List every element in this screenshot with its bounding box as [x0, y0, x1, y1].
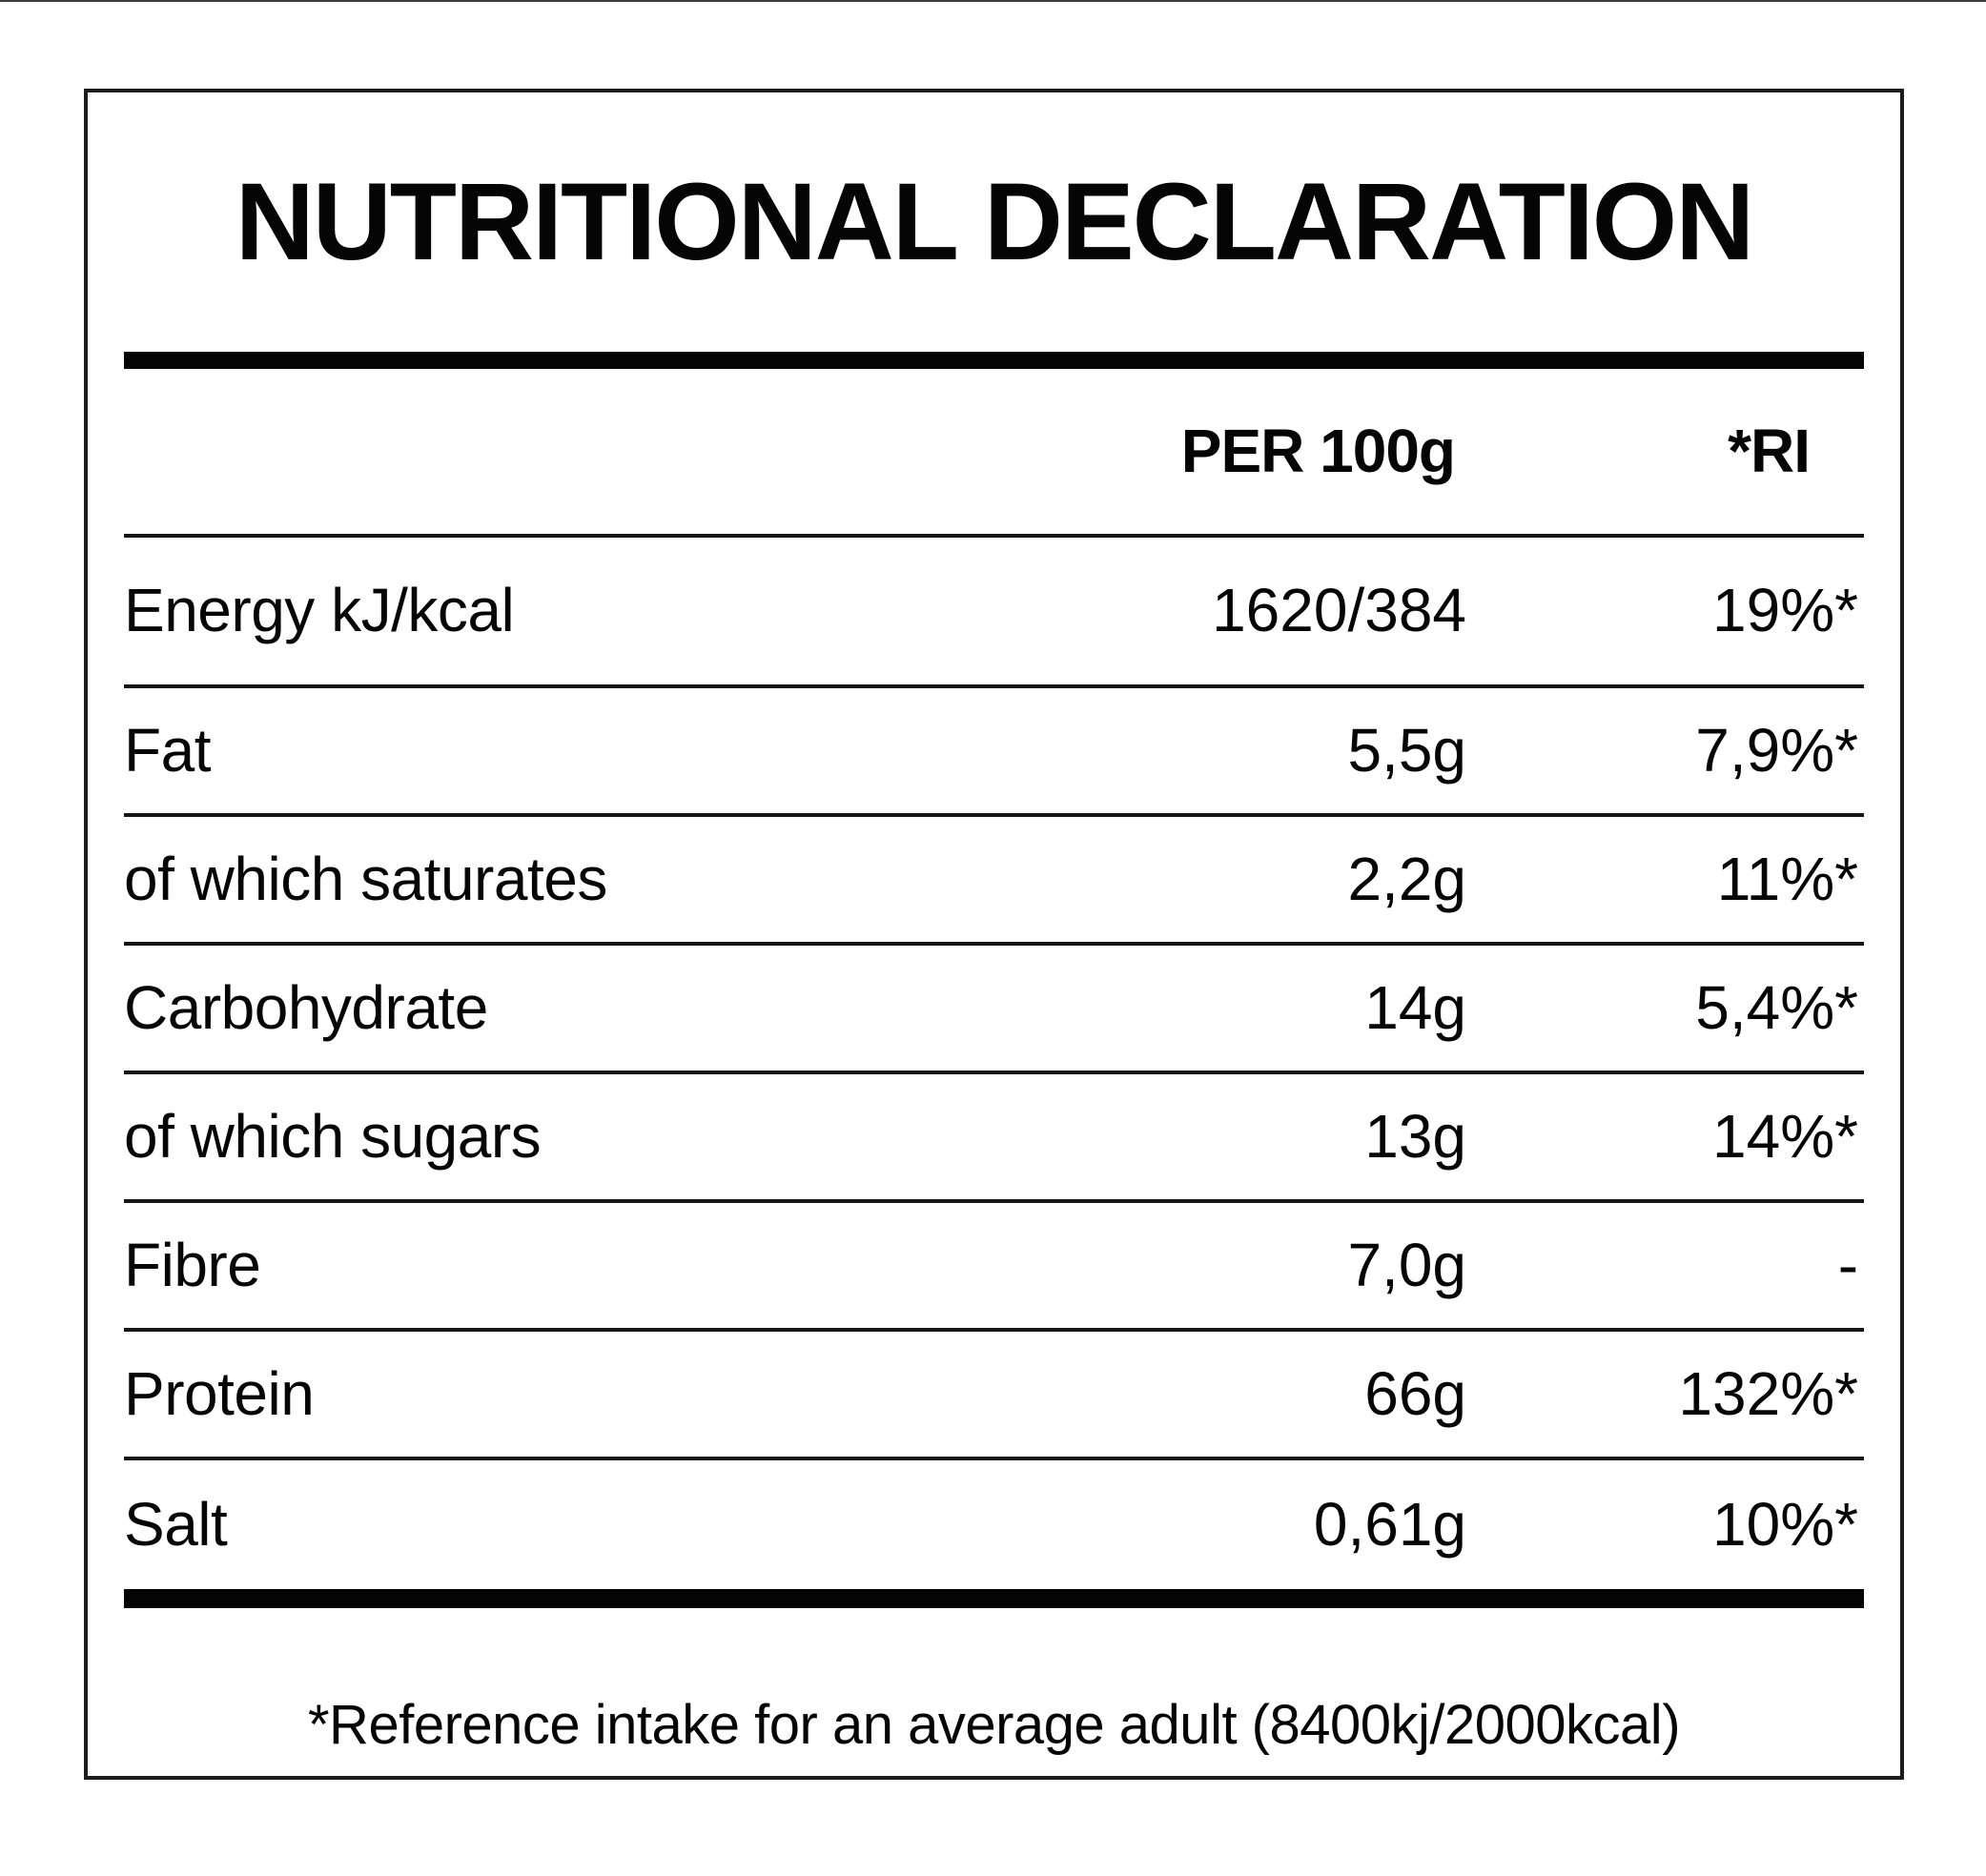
- ri-value: 10%*: [1712, 1489, 1858, 1559]
- title-area: [124, 92, 1864, 352]
- per100g-value: 13g: [1364, 1101, 1466, 1171]
- per100g-value: 2,2g: [1347, 844, 1466, 913]
- per100g-value: 1620/384: [1212, 576, 1466, 645]
- per100g-value: 5,5g: [1347, 715, 1466, 785]
- footnote-area: [124, 1608, 1864, 1776]
- nutrient-label: of which sugars: [124, 1101, 542, 1171]
- table-row-protein: [124, 1332, 1864, 1460]
- per100g-value: 7,0g: [1347, 1230, 1466, 1299]
- nutrient-label: Salt: [124, 1489, 228, 1559]
- ri-value: 11%*: [1716, 844, 1858, 913]
- ri-value: -: [1837, 1230, 1858, 1299]
- label-frame: [84, 89, 1904, 1780]
- table-row-saturates: [124, 817, 1864, 946]
- reference-intake-note: *Reference intake for an average adult (8400kj/2000kcal): [307, 1694, 1681, 1757]
- ri-value: 19%*: [1712, 576, 1858, 645]
- label-content: [124, 92, 1864, 1776]
- ri-value: 5,4%*: [1695, 972, 1858, 1042]
- table-row-fat: [124, 688, 1864, 817]
- per100g-value: 14g: [1364, 972, 1466, 1042]
- table-row-sugars: [124, 1074, 1864, 1203]
- nutrient-label: Protein: [124, 1358, 315, 1428]
- nutrient-label: Carbohydrate: [124, 972, 488, 1042]
- table-row-carbohydrate: [124, 946, 1864, 1074]
- table-row-energy: [124, 538, 1864, 688]
- ri-value: 132%*: [1678, 1358, 1858, 1428]
- per100g-value: 66g: [1364, 1358, 1466, 1428]
- column-header-per100g: PER 100g: [1180, 416, 1455, 485]
- nutrient-label: Energy kJ/kcal: [124, 576, 515, 645]
- page-title: NUTRITIONAL DECLARATION: [235, 160, 1753, 283]
- table-row-fibre: [124, 1203, 1864, 1332]
- nutrient-label: of which saturates: [124, 844, 607, 913]
- per100g-value: 0,61g: [1313, 1489, 1466, 1559]
- ri-value: 14%*: [1712, 1101, 1858, 1171]
- nutrient-label: Fat: [124, 715, 211, 785]
- table-row-salt: [124, 1460, 1864, 1589]
- ri-value: 7,9%*: [1695, 715, 1858, 785]
- table-header-row: [124, 369, 1864, 538]
- column-header-ri: *RI: [1728, 416, 1810, 485]
- divider-thick-bottom: [124, 1589, 1864, 1608]
- nutrient-label: Fibre: [124, 1230, 261, 1299]
- image-top-edge-line: [0, 0, 1986, 2]
- divider-thick-top: [124, 352, 1864, 369]
